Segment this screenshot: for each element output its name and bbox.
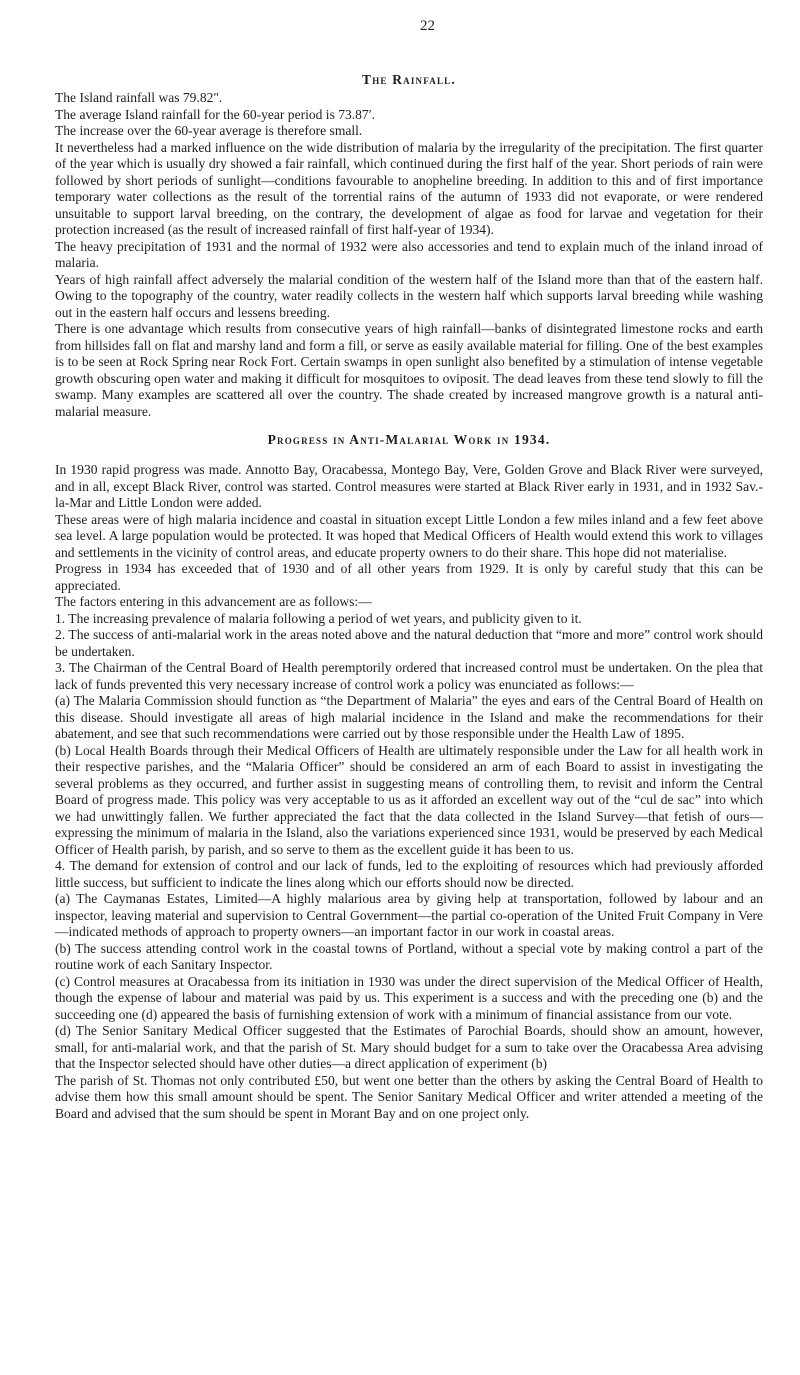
paragraph: The heavy precipitation of 1931 and the normal of 1932 were also accessories and tend to explain much of the inland inroad of malaria. (55, 238, 763, 270)
paragraph: The average Island rainfall for the 60-year period is 73.87′. (55, 106, 376, 122)
paragraph: The parish of St. Thomas not only contributed £50, but went one better than the others by asking the Central Board of Health to advise them how this small amount should be spent. The Senior Sanitary Medical Officer and writer attended a meeting of the Board and advised that the sum should be spent in Morant Bay and on one project only. (55, 1072, 763, 1121)
paragraph: There is one advantage which results from consecutive years of high rainfall—banks of disintegrated limestone rocks and earth from hillsides fall on flat and marshy land and form a fill, or serve as easily available material for filling. One of the best examples is to be seen at Rock Spring near Rock Fort. Certain swamps in open sunlight also benefited by a stimulation of intense vegetable growth obscuring open water and making it difficult for mosquitoes to oviposit. The dead leaves from these tend slowly to fill the swamp. Many examples are scattered all over the country. The shade created by increased mangrove growth is a natural anti-malarial measure. (55, 321, 763, 419)
progress-section (55, 462, 763, 1122)
list-item: (a) The Caymanas Estates, Limited—A highly malarious area by giving help at transportation, followed by labour and an inspector, leaving material and supervision to Central Government—the partial co-operation of the United Fruit Company in Vere—indicated methods of approach to property owners—an important factor in our work in coastal areas. (55, 891, 763, 939)
paragraph: The factors entering in this advancement are as follows:— (55, 594, 372, 609)
progress-heading: Progress in Anti-Malarial Work in 1934. (267, 432, 551, 447)
list-item: 2. The success of anti-malarial work in the areas noted above and the natural deduction that “more and more” control work should be undertaken. (55, 627, 763, 659)
list-item: (d) The Senior Sanitary Medical Officer suggested that the Estimates of Parochial Boards, should show an amount, however, small, for anti-malarial work, and that the parish of St. Mary should budget for a sum to take over the Oracabessa Area advising that the Inspector selected should have other duties—a direct application of experiment (b) (55, 1023, 763, 1071)
paragraph: Years of high rainfall affect adversely the malarial condition of the western half of the Island more than that of the eastern half. Owing to the topography of the country, water readily collects in the western half which supports larval breeding while washing out in the eastern half occurs and lessens breeding. (55, 271, 763, 320)
rainfall-heading: The Rainfall. (362, 72, 456, 87)
paragraph: The Island rainfall was 79.82". (55, 90, 223, 105)
list-item: (c) Control measures at Oracabessa from its initiation in 1930 was under the direct supervision of the Medical Officer of Health, though the expense of labour and material was paid by us. This experiment is a success and with the preceding one (b) and the succeeding one (d) appeared the basis of furnishing extension of work with a minimum of financial assistance from our vote. (55, 973, 763, 1022)
paragraph: These areas were of high malaria incidence and coastal in situation except Little London a few miles inland and a few feet above sea level. A large population would be protected. It was hoped that Medical Officers of Health would extend this work to villages and settlements in the vicinity of control areas, and educate property owners to do their share. This hope did not materialise. (55, 511, 763, 560)
document-body (55, 90, 763, 1122)
paragraph: In 1930 rapid progress was made. Annotto Bay, Oracabessa, Montego Bay, Vere, Golden Grove and Black River were surveyed, and in all, except Black River, control was started. Control measures were started at Black River early in 1931, and in 1932 Sav.-la-Mar and Little London were added. (55, 462, 763, 510)
list-item: 1. The increasing prevalence of malaria following a period of wet years, and publicity given to it. (55, 610, 582, 626)
list-item: 4. The demand for extension of control and our lack of funds, led to the exploiting of resources which had previously afforded little success, but sufficient to indicate the lines along which our efforts should now be directed. (55, 858, 763, 890)
list-item: (b) The success attending control work in the coastal towns of Portland, without a special vote by making control a part of the routine work of each Sanitary Inspector. (55, 940, 763, 972)
paragraph: It nevertheless had a marked influence on the wide distribution of malaria by the irregularity of the precipitation. The first quarter of the year which is usually dry showed a fair rainfall, which continued during the first half of the year. Short periods of rain were followed by short periods of sunlight—conditions favourable to anopheline breeding. In addition to this and of first importance temporary water collections as the result of the torrential rains of the autumn of 1933 did not evaporate, or were rendered unsuitable to support larval breeding, on the contrary, the development of algae as food for larvae and vegetation for their protection increased (as the result of increased rainfall of first half-year of 1934). (55, 139, 763, 237)
rainfall-section (55, 90, 763, 420)
list-item: 3. The Chairman of the Central Board of Health peremptorily ordered that increased control must be undertaken. On the plea that lack of funds prevented this very necessary increase of control work a policy was enunciated as follows:— (55, 660, 763, 692)
list-item: (a) The Malaria Commission should function as “the Department of Malaria” the eyes and ears of the Central Board of Health on this disease. Should investigate all areas of high malarial incidence in the Island and make the recommendations for their abatement, and see that such recommendations were carried out by those responsible under the Health Law of 1895. (55, 693, 763, 741)
page-number: 22 (420, 18, 435, 34)
paragraph: Progress in 1934 has exceeded that of 1930 and of all other years from 1929. It is only by careful study that this can be appreciated. (55, 561, 763, 593)
paragraph: The increase over the 60-year average is therefore small. (55, 123, 363, 138)
list-item: (b) Local Health Boards through their Medical Officers of Health are ultimately responsible under the Law for all health work in their respective parishes, and the “Malaria Officer” should be considered an arm of each Board to assist in investigating the several problems as they occurred, and further assist in suggesting means of controlling them, to revisit and inform the Central Board of progress made. This policy was very acceptable to us as it afforded an excellent way out of the “cul de sac” into which we had unwittingly fallen. We further appreciated the fact that the data collected in the Island Survey—that fetish of ours—expressing the minimum of malaria in the Island, also the variations experienced since 1931, would be preserved by each Medical Officer of Health parish, by parish, and so serve to them as the excellent guide it has been to us. (55, 742, 763, 857)
